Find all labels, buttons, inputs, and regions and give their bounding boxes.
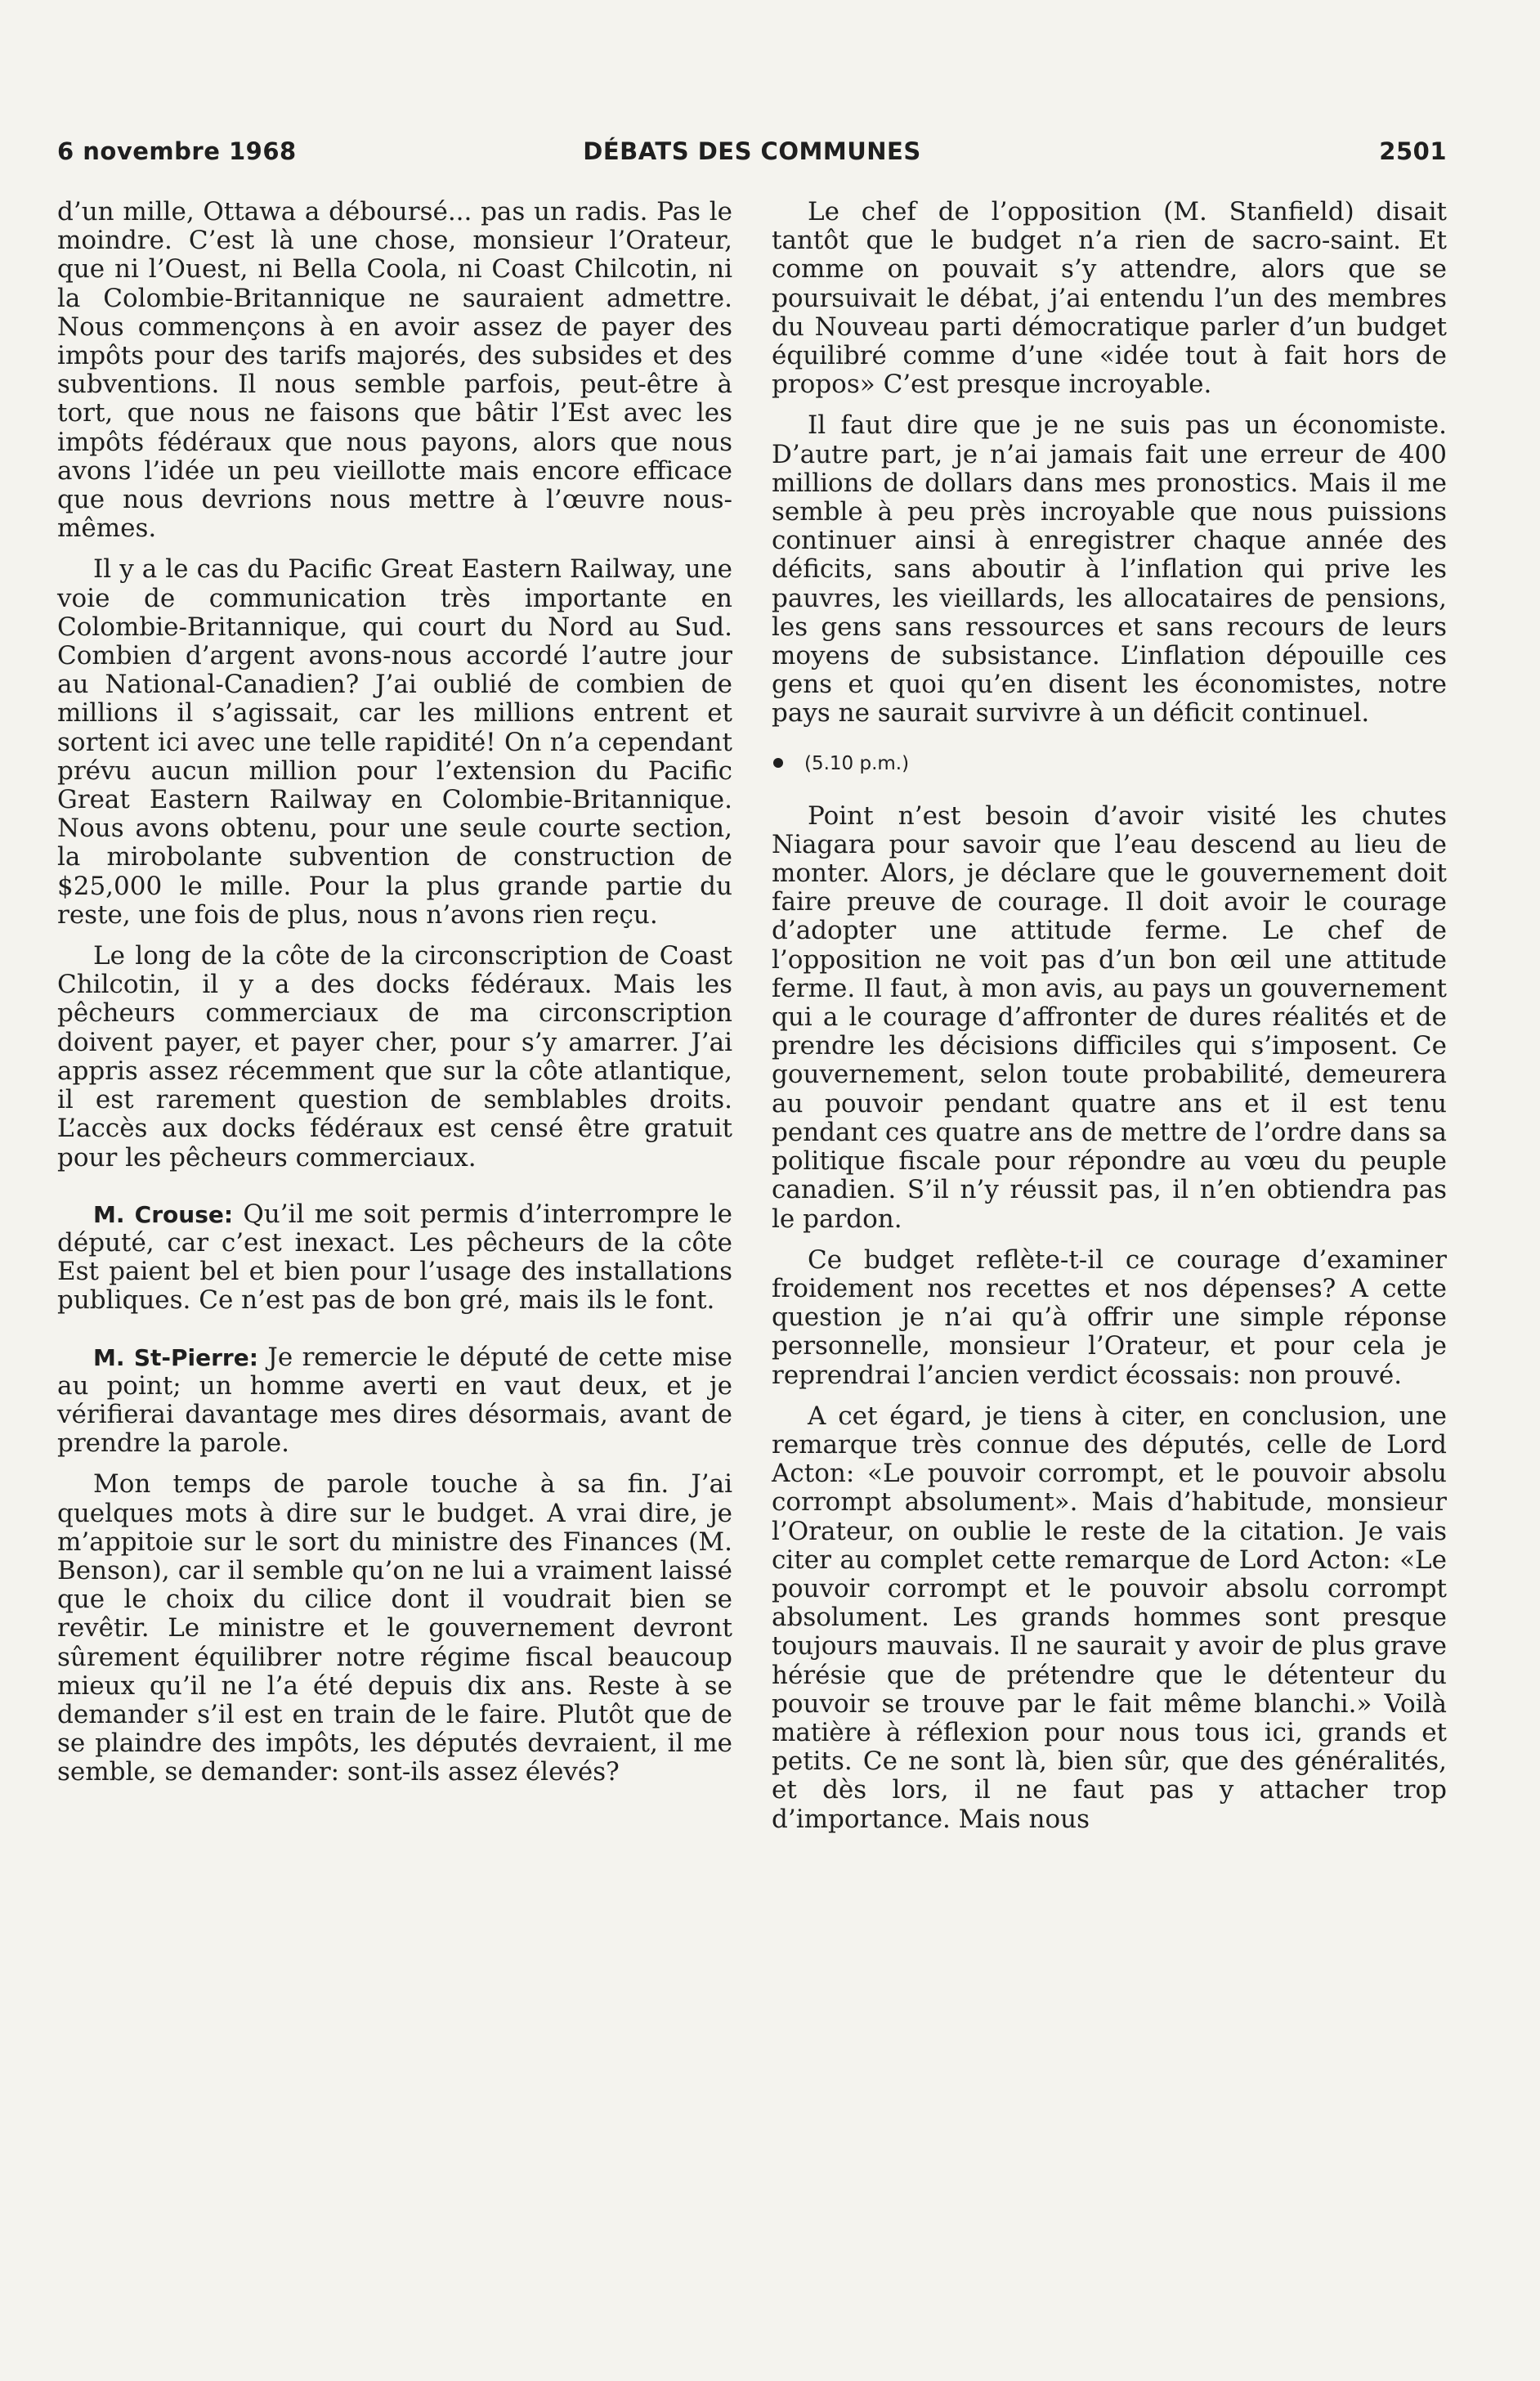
paragraph-text: Je remercie le député de cette mise au point; un homme averti en vaut deux, et je vérifierai davantage mes dires désormais, avant de prendre la parole. <box>57 1342 732 1459</box>
page-header <box>57 137 1447 170</box>
bullet-icon <box>773 758 783 768</box>
paragraph <box>772 198 1447 399</box>
timestamp-marker <box>772 751 1447 776</box>
paragraph-text: Point n’est besoin d’avoir visité les chutes Niagara pour savoir que l’eau descend au lieu de monter. Alors, je déclare que le gouvernement doit faire preuve de courage. Il doit avoir le courage d’adopter une attitude ferme. Le chef de l’opposition ne voit pas d’un bon œil une attitude ferme. Il faut, à mon avis, au pays un gouvernement qui a le courage d’affronter de dures réalités et de prendre les décisions difficiles qui s’imposent. Ce gouvernement, selon toute probabilité, demeurera au pouvoir pendant quatre ans et il est tenu pendant ces quatre ans de mettre de l’ordre dans sa politique fiscale pour répondre au vœu du peuple canadien. S’il n’y réussit pas, il n’en obtiendra pas le pardon. <box>772 800 1447 1234</box>
paragraph-text: Il faut dire que je ne suis pas un économiste. D’autre part, je n’ai jamais fait une erreur de 400 millions de dollars dans mes pronostics. Mais il me semble à peu près incroyable que nous puissions continuer ainsi à enregistrer chaque année des déficits, sans aboutir à l’inflation qui prive les pauvres, les vieillards, les allocataires de pensions, les gens sans ressources et sans recours de leurs moyens de subsistance. L’inflation dépouille ces gens et quoi qu’en disent les économistes, notre pays ne saurait survivre à un déficit continuel. <box>772 410 1447 729</box>
paragraph <box>772 802 1447 1234</box>
right-column <box>772 198 1447 1846</box>
paragraph-text: Le long de la côte de la circonscription de Coast Chilcotin, il y a des docks fédéraux. Mais les pêcheurs commerciaux de ma circonscription doivent payer, et payer cher, pour s’y amarrer. J’ai appris assez récemment que sur la côte atlantique, il est rarement question de semblables droits. L’accès aux docks fédéraux est censé être gratuit pour les pêcheurs commerciaux. <box>57 941 732 1173</box>
paragraph-text: Qu’il me soit permis d’interrompre le député, car c’est inexact. Les pêcheurs de la côte Est paient bel et bien pour l’usage des installations publiques. Ce n’est pas de bon gré, mais ils le font. <box>57 1199 732 1316</box>
paragraph <box>772 411 1447 728</box>
speaker-paragraph <box>57 1343 732 1459</box>
header-title: DÉBATS DES COMMUNES <box>583 137 921 165</box>
timestamp-text: (5.10 p.m.) <box>804 752 910 774</box>
speaker-name: M. St-Pierre: <box>93 1343 258 1371</box>
paragraph-text: Le chef de l’opposition (M. Stanfield) disait tantôt que le budget n’a rien de sacro-saint. Et comme on pouvait s’y attendre, alors que se poursuivait le débat, j’ai entendu l’un des membres du Nouveau parti démocratique parler d’un budget équilibré comme d’une «idée tout à fait hors de propos» C’est presque incroyable. <box>772 197 1447 400</box>
paragraph <box>772 1246 1447 1390</box>
paragraph <box>57 198 732 543</box>
header-date: 6 novembre 1968 <box>57 137 297 165</box>
paragraph <box>57 942 732 1173</box>
speaker-paragraph <box>57 1200 732 1316</box>
paragraph <box>57 555 732 930</box>
paragraph-text: A cet égard, je tiens à citer, en conclusion, une remarque très connue des députés, celle de Lord Acton: «Le pouvoir corrompt, et le pouvoir absolu corrompt absolument». Mais d’habitude, monsieur l’Orateur, on oublie le reste de la citation. Je vais citer au complet cette remarque de Lord Acton: «Le pouvoir corrompt et le pouvoir absolu corrompt absolument. Les grands hommes sont presque toujours mauvais. Il ne saurait y avoir de plus grave hérésie que de prétendre que le détenteur du pouvoir se trouve par le fait même blanchi.» Voilà matière à réflexion pour nous tous ici, grands et petits. Ce ne sont là, bien sûr, que des généralités, et dès lors, il ne faut pas y attacher trop d’importance. Mais nous <box>772 1401 1447 1834</box>
paragraph-text: Ce budget reflète-t-il ce courage d’examiner froidement nos recettes et nos dépenses? A cette question je n’ai qu’à offrir une simple réponse personnelle, monsieur l’Orateur, et pour cela je reprendrai l’ancien verdict écossais: non prouvé. <box>772 1244 1447 1390</box>
page-number: 2501 <box>1379 137 1447 165</box>
left-column <box>57 198 732 1800</box>
paragraph-text: Mon temps de parole touche à sa fin. J’ai quelques mots à dire sur le budget. A vrai dire, je m’appitoie sur le sort du ministre des Finances (M. Benson), car il semble qu’on ne lui a vraiment laissé que le choix du cilice dont il voudrait bien se revêtir. Le ministre et le gouvernement devront sûrement équilibrer notre régime fiscal beaucoup mieux qu’il ne l’a été depuis dix ans. Reste à se demander s’il est en train de le faire. Plutôt que de se plaindre des impôts, les députés devraient, il me semble, se demander: sont-ils assez élevés? <box>57 1469 732 1787</box>
paragraph <box>772 1402 1447 1834</box>
paragraph-text: Il y a le cas du Pacific Great Eastern Railway, une voie de communication très importante en Colombie-Britannique, qui court du Nord au Sud. Combien d’argent avons-nous accordé l’autre jour au National-Canadien? J’ai oublié de combien de millions il s’agissait, car les millions entrent et sortent ici avec une telle rapidité! On n’a cependant prévu aucun million pour l’extension du Pacific Great Eastern Railway en Colombie-Britannique. Nous avons obtenu, pour une seule courte section, la mirobolante subvention de construction de $25,000 le mille. Pour la plus grande partie du reste, une fois de plus, nous n’avons rien reçu. <box>57 554 732 930</box>
paragraph-text: d’un mille, Ottawa a déboursé... pas un radis. Pas le moindre. C’est là une chose, monsieur l’Orateur, que ni l’Ouest, ni Bella Coola, ni Coast Chilcotin, ni la Colombie-Britannique ne sauraient admettre. Nous commençons à en avoir assez de payer des impôts pour des tarifs majorés, des subsides et des subventions. Il nous semble parfois, peut-être à tort, que nous ne faisons que bâtir l’Est avec les impôts fédéraux que nous payons, alors que nous avons l’idée un peu vieillotte mais encore efficace que nous devrions nous mettre à l’œuvre nous-mêmes. <box>57 197 732 544</box>
speaker-name: M. Crouse: <box>93 1200 234 1228</box>
paragraph <box>57 1470 732 1787</box>
